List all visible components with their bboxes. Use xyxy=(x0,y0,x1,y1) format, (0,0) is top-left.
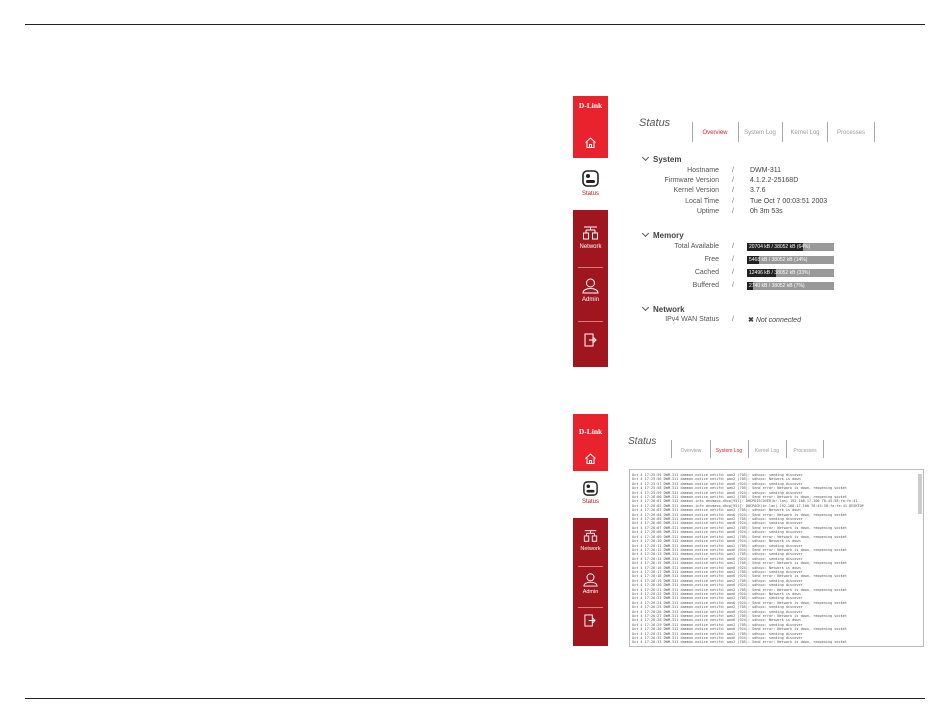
section-title: Network xyxy=(653,305,685,314)
sidebar-item-label: Status xyxy=(581,191,599,197)
log-line: Oct 4 17:26:04 DWM-311 daemon.notice netifd: wan6 (924): Send error: Network is down, reopening socket xyxy=(632,512,847,517)
memory-bar xyxy=(747,282,834,290)
sidebar-item-logout[interactable] xyxy=(573,328,608,354)
log-line: Oct 4 17:25:59 DWM-311 daemon.notice netifd: wan6 (924): udhcpc: sending discover xyxy=(632,490,803,495)
brand-logo: D-Link xyxy=(578,101,603,110)
tab-divider xyxy=(827,122,828,142)
sidebar-item-status[interactable] xyxy=(573,471,608,518)
logout-icon xyxy=(584,333,597,347)
log-line: Oct 4 17:25:58 DWM-311 daemon.notice netifd: wan2 (705): Send error: Network is down, reopening socket xyxy=(632,486,847,491)
tab-divider xyxy=(738,122,739,142)
separator: / xyxy=(732,243,734,250)
sidebar-divider xyxy=(578,566,603,567)
separator: / xyxy=(732,282,734,289)
section-memory-header[interactable] xyxy=(642,231,684,240)
section-title: Memory xyxy=(653,231,684,240)
page-title: Status xyxy=(639,117,671,129)
separator: / xyxy=(732,208,734,215)
brand-logo-block[interactable] xyxy=(573,96,608,158)
tab-kernel-log[interactable]: Kernel Log xyxy=(790,130,820,136)
sidebar-divider xyxy=(578,267,603,268)
log-line: Oct 4 17:26:09 DWM-311 daemon.notice netifd: wan2 (705): Send error: Network is down, reopening socket xyxy=(632,534,847,539)
log-line: Oct 4 17:26:07 DWM-311 daemon.notice netifd: wan2 (705): Send error: Network is down, reopening socket xyxy=(632,525,847,530)
x-icon: ✖ xyxy=(748,317,754,324)
memory-bar xyxy=(747,243,834,251)
log-line: Oct 4 17:26:25 DWM-311 daemon.notice netifd: wan2 (705): udhcpc: sending discover xyxy=(632,605,803,610)
sidebar-2 xyxy=(573,414,608,646)
log-line: Oct 4 17:26:15 DWM-311 daemon.notice netifd: wan2 (705): Send error: Network is down, reopening socket xyxy=(632,561,847,566)
status-icon xyxy=(583,481,598,496)
log-line: Oct 4 17:26:28 DWM-311 daemon.notice netifd: wan6 (924): udhcpc: Network is down xyxy=(632,618,801,623)
log-line: Oct 4 17:26:20 DWM-311 daemon.notice netifd: wan6 (924): udhcpc: sending discover xyxy=(632,583,803,588)
brand-logo-block[interactable] xyxy=(573,414,608,471)
log-line: Oct 4 17:26:17 DWM-311 daemon.notice netifd: wan2 (705): udhcpc: sending discover xyxy=(632,569,803,574)
sidebar-divider xyxy=(578,321,603,322)
log-content xyxy=(630,470,923,645)
sidebar-item-network[interactable] xyxy=(573,525,608,561)
sidebar-item-label: Network xyxy=(580,546,601,552)
tab-overview[interactable]: Overview xyxy=(702,130,728,136)
memory-bar-text: 12496 kB / 38052 kB (33%) xyxy=(749,270,811,276)
kernel-value: 3.7.6 xyxy=(750,187,766,194)
sidebar-item-label: Admin xyxy=(582,589,599,595)
sidebar-1 xyxy=(573,96,608,367)
scrollbar-thumb[interactable] xyxy=(918,474,922,514)
log-line: Oct 4 17:26:21 DWM-311 daemon.notice netifd: wan2 (705): Send error: Network is down, reopening socket xyxy=(632,587,847,592)
section-title: System xyxy=(653,155,682,164)
log-line: Oct 4 17:26:02 DWM-311 daemon.info dnsmasq-dhcp[951]: DHCPACK(br-lan) 192.168.17.100 78:45:58:fa:fe:41 DESKTOP xyxy=(632,503,864,508)
top-rule xyxy=(25,24,925,25)
log-line: Oct 4 17:25:55 DWM-311 daemon.notice netifd: wan2 (705): udhcpc: sending discover xyxy=(632,473,803,477)
sidebar-item-status[interactable] xyxy=(573,158,608,210)
memory-bar xyxy=(747,256,834,264)
separator: / xyxy=(732,256,734,263)
tab-processes[interactable]: Processes xyxy=(793,448,817,454)
admin-icon xyxy=(582,572,599,587)
log-line: Oct 4 17:26:32 DWM-311 daemon.notice netifd: wan6 (924): udhcpc: sending discover xyxy=(632,636,803,641)
log-line: Oct 4 17:26:10 DWM-311 daemon.notice netifd: wan6 (924): udhcpc: Network is down xyxy=(632,539,801,544)
chevron-down-icon xyxy=(642,154,649,161)
log-line: Oct 4 17:26:22 DWM-311 daemon.notice netifd: wan6 (924): udhcpc: Network is down xyxy=(632,591,801,596)
section-system-header[interactable] xyxy=(642,155,681,164)
log-line: Oct 4 17:26:13 DWM-311 daemon.notice netifd: wan2 (705): udhcpc: sending discover xyxy=(632,552,803,557)
separator: / xyxy=(732,269,734,276)
separator: / xyxy=(732,177,734,184)
chevron-down-icon xyxy=(642,304,649,311)
status-icon xyxy=(582,170,599,187)
log-line: Oct 4 17:26:33 DWM-311 daemon.notice netifd: wan2 (705): Send error: Network is down, reopening socket xyxy=(632,640,847,645)
network-icon xyxy=(582,224,599,241)
log-line: Oct 4 17:26:08 DWM-311 daemon.notice netifd: wan6 (924): udhcpc: sending discover xyxy=(632,530,803,535)
local-time-value: Tue Oct 7 00:03:51 2003 xyxy=(750,198,828,205)
log-line: Oct 4 17:26:18 DWM-311 daemon.notice netifd: wan6 (924): Send error: Network is down, reopening socket xyxy=(632,574,847,579)
log-line: Oct 4 17:26:03 DWM-311 daemon.notice netifd: wan2 (705): udhcpc: Network is down xyxy=(632,508,801,513)
log-line: Oct 4 17:26:26 DWM-311 daemon.notice netifd: wan6 (924): udhcpc: sending discover xyxy=(632,609,803,614)
memory-bar xyxy=(747,269,834,277)
section-network-header[interactable] xyxy=(642,305,685,314)
log-line: Oct 4 17:26:30 DWM-311 daemon.notice netifd: wan6 (924): Send error: Network is down, reopening socket xyxy=(632,627,847,632)
hostname-value: DWM-311 xyxy=(750,167,781,174)
wan-status-text: Not connected xyxy=(755,317,801,324)
separator: / xyxy=(732,167,734,174)
tab-overview[interactable]: Overview xyxy=(680,448,702,454)
log-line: Oct 4 17:26:00 DWM-311 daemon.notice netifd: wan2 (705): Send error: Network is down, reopening socket xyxy=(632,495,847,500)
sidebar-item-label: Network xyxy=(579,244,602,250)
log-line: Oct 4 17:26:27 DWM-311 daemon.notice netifd: wan2 (705): Send error: Network is down, reopening socket xyxy=(632,614,847,618)
log-line: Oct 4 17:26:23 DWM-311 daemon.notice netifd: wan2 (705): udhcpc: sending discover xyxy=(632,596,803,601)
sidebar-item-label: Status xyxy=(581,499,599,505)
sidebar-item-admin[interactable] xyxy=(573,570,608,604)
memory-bar-text: 2740 kB / 38052 kB (7%) xyxy=(749,283,805,289)
sidebar-dark-panel xyxy=(573,210,608,367)
separator: / xyxy=(732,198,734,205)
tab-divider xyxy=(692,122,693,142)
chevron-down-icon xyxy=(642,230,649,237)
uptime-value: 0h 3m 53s xyxy=(750,208,783,215)
tab-divider xyxy=(671,440,672,458)
sidebar-dark-panel xyxy=(573,518,608,646)
log-line: Oct 4 17:25:56 DWM-311 daemon.notice netifd: wan2 (705): udhcpc: Network is down xyxy=(632,477,801,482)
bottom-rule xyxy=(25,698,925,699)
log-line: Oct 4 17:26:14 DWM-311 daemon.notice netifd: wan6 (924): udhcpc: sending discover xyxy=(632,556,803,561)
log-line: Oct 4 17:26:29 DWM-311 daemon.notice netifd: wan2 (705): udhcpc: sending discover xyxy=(632,622,803,627)
sidebar-divider xyxy=(578,607,603,608)
log-line: Oct 4 17:25:57 DWM-311 daemon.notice netifd: wan6 (924): udhcpc: sending discover xyxy=(632,481,803,486)
home-icon xyxy=(584,136,597,149)
tab-processes[interactable]: Processes xyxy=(836,130,865,136)
system-log-textarea[interactable] xyxy=(629,469,924,647)
memory-bar-text: 5468 kB / 38052 kB (14%) xyxy=(749,257,808,263)
tab-kernel-log[interactable]: Kernel Log xyxy=(754,448,780,454)
sidebar-item-label: Admin xyxy=(581,297,599,303)
log-line: Oct 4 17:26:06 DWM-311 daemon.notice netifd: wan6 (924): udhcpc: sending discover xyxy=(632,521,803,526)
separator: / xyxy=(732,187,734,194)
logout-icon xyxy=(584,614,596,627)
home-icon xyxy=(584,452,597,465)
log-line: Oct 4 17:26:11 DWM-311 daemon.notice netifd: wan2 (705): udhcpc: sending discover xyxy=(632,543,803,548)
log-line: Oct 4 17:26:12 DWM-311 daemon.notice netifd: wan6 (924): Send error: Network is down, reopening socket xyxy=(632,547,847,552)
page-title: Status xyxy=(628,436,657,447)
firmware-value: 4.1.2.2-25168D xyxy=(750,177,799,184)
tab-divider xyxy=(823,440,824,458)
log-line: Oct 4 17:26:19 DWM-311 daemon.notice netifd: wan2 (705): udhcpc: sending discover xyxy=(632,578,803,583)
log-line: Oct 4 17:26:24 DWM-311 daemon.notice netifd: wan6 (924): Send error: Network is down, reopening socket xyxy=(632,600,847,605)
tab-divider xyxy=(874,122,875,142)
log-line: Oct 4 17:26:05 DWM-311 daemon.notice netifd: wan2 (705): udhcpc: sending discover xyxy=(632,517,803,522)
admin-icon xyxy=(581,277,600,294)
log-line: Oct 4 17:26:01 DWM-311 daemon.info dnsmasq-dhcp[951]: DHCPDISCOVER(br-lan) 192.168.17.100 78:45:58:fa:fe:41 xyxy=(632,499,858,504)
tab-divider xyxy=(782,122,783,142)
tab-system-log[interactable]: System Log xyxy=(744,130,776,136)
log-line: Oct 4 17:26:31 DWM-311 daemon.notice netifd: wan2 (705): udhcpc: sending discover xyxy=(632,631,803,636)
log-line: Oct 4 17:26:16 DWM-311 daemon.notice netifd: wan6 (924): udhcpc: Network is down xyxy=(632,565,801,570)
brand-logo: D-Link xyxy=(578,427,603,436)
sidebar-item-admin[interactable] xyxy=(573,274,608,314)
network-icon xyxy=(583,528,598,543)
sidebar-item-logout[interactable] xyxy=(573,611,608,635)
separator: / xyxy=(732,316,734,323)
wan-status-value xyxy=(748,316,801,324)
memory-bar-text: 20704 kB / 38052 kB (64%) xyxy=(749,244,811,250)
tab-system-log[interactable]: System Log xyxy=(715,448,743,454)
sidebar-item-network[interactable] xyxy=(573,220,608,262)
